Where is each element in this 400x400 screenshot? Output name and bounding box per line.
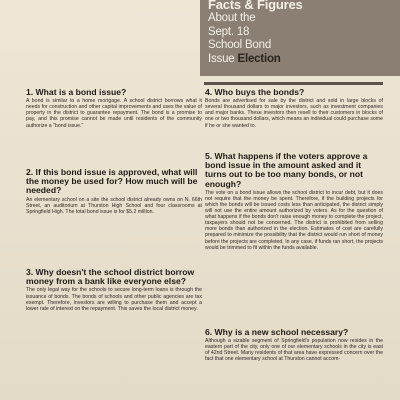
- question-5-heading: 5. What happens if the voters approve a bond issue in the amount asked and it turns out to be too many bonds, or not enough?: [205, 151, 368, 189]
- question-6: [205, 328, 383, 363]
- question-6-answer: Although a sizable segment of Springfield's population now resides in the eastern part of the city, only one of our elementary schools in the city is east of 42nd Street. Many residents of that area have expressed concern over the fact that one elementary school at Thurston cannot accom-: [205, 338, 383, 363]
- question-1-heading: 1. What is a bond issue?: [26, 87, 127, 97]
- question-5: [205, 152, 383, 251]
- title-line-5: [208, 53, 281, 65]
- question-6-heading: 6. Why is a new school necessary?: [205, 327, 349, 337]
- question-5-answer: The vote on a bond issue allows the school district to incur debt, but it does not require that the money be spent. Therefore, if the building projects for which the bonds will be issued costs less than anticipated, the district simply will not use the entire amount authorized by voters. As for the question of what happens if the bonds don't raise enough money to complete the project, taxpayers should not be concerned. The district is prohibited from selling more bonds than authorized in the election. Estimates of cost are carefully prepared to minimize the possibility that the district would run short of money before the projects are completed. In any case, if funds ran short, the projects would be trimmed to fit within the funds available.: [205, 189, 383, 251]
- title-line-3: Sept. 18: [208, 26, 250, 38]
- question-4-answer: Bonds are advertised for sale by the district and sold in large blocks of several thousand dollars to major investors, such as investment companies and major banks. These investors then resell to their customers in blocks of one or two thousand dollars, which means an individual could purchase some if he or she wanted to.: [205, 98, 383, 129]
- question-2-heading: 2. If this bond issue is approved, what will the money be used for? How much will be needed?: [26, 167, 198, 196]
- title-line-4: School Bond: [208, 39, 272, 51]
- question-1-answer: A bond is similar to a home mortgage. A school district borrows what it needs for construction and other capital improvements and uses the value of property in the district to guarantee repayment. The bond is a promise to pay, and this promise cannot be made until residents of the community authorize a "bond issue.": [26, 98, 202, 129]
- question-2-answer: An elementary school on a site the school district already owns on N. 66th Street, an auditorium at Thurston High School and four classrooms at Springfield High. The total bond issue is for $5.2 million.: [26, 196, 202, 215]
- title-issue: Issue: [208, 53, 235, 65]
- question-4: [205, 88, 383, 129]
- question-4-heading: 4. Who buys the bonds?: [205, 87, 305, 97]
- title-line-2: About the: [208, 12, 256, 24]
- title-election: Election: [237, 53, 281, 65]
- title-panel: [200, 0, 400, 76]
- question-3: [26, 268, 202, 312]
- question-3-heading: 3. Why doesn't the school district borrow money from a bank like everyone else?: [26, 267, 195, 287]
- question-1: [26, 88, 202, 129]
- question-3-answer: The only legal way for the schools to secure long-term loans is through the issuance of bonds. The bonds of schools and other public agencies are tax exempt. Therefore, investors are willing to purchase them and accept a lower rate of interest on the repayment. This saves the local district money.: [26, 287, 202, 312]
- question-2: [26, 168, 202, 215]
- title-divider: [204, 82, 383, 85]
- title-line-1: Facts & Figures: [208, 0, 303, 12]
